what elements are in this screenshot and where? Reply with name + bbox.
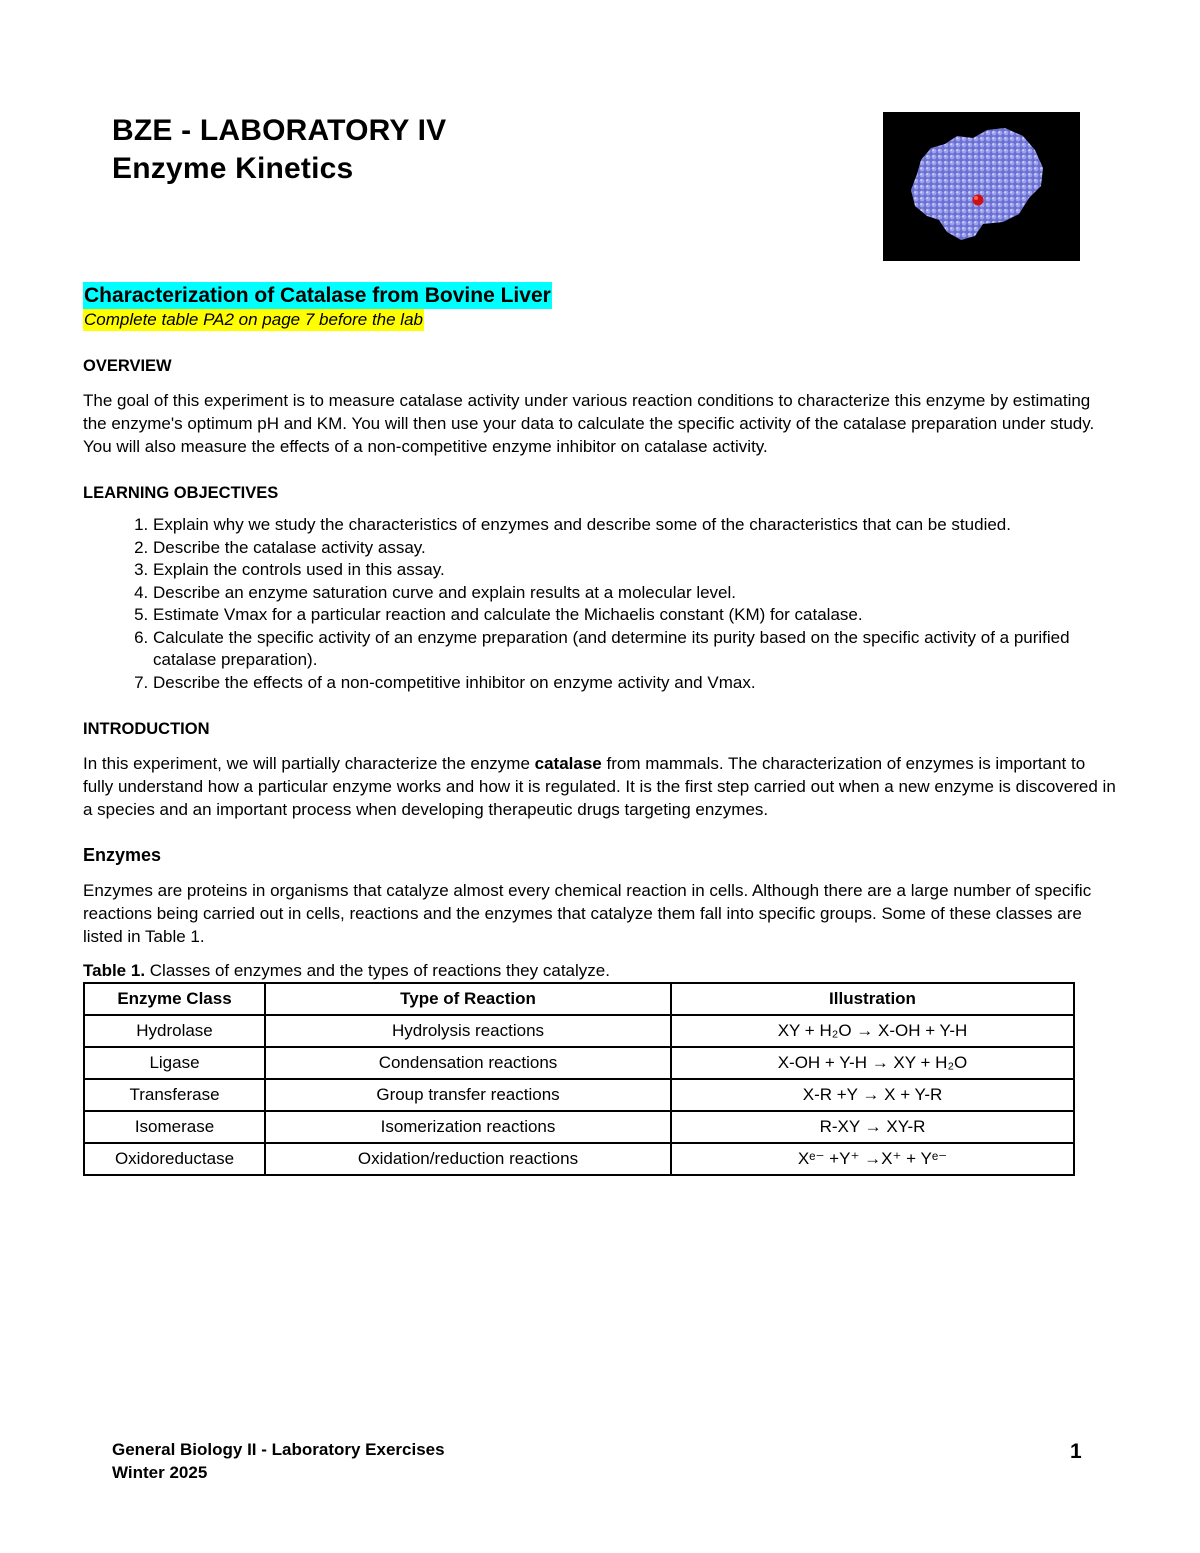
table-cell: Condensation reactions bbox=[265, 1047, 671, 1079]
introduction-heading: INTRODUCTION bbox=[83, 720, 210, 738]
overview-text: The goal of this experiment is to measure catalase activity under various reaction conditions to characterize this enzyme by estimating the enzyme's optimum pH and KM. You will then use your data to calculate the specific activity of the catalase preparation under study. You will also measure the effects of a non-competitive enzyme inhibitor on catalase activity. bbox=[83, 391, 1095, 456]
column-header: Illustration bbox=[671, 983, 1074, 1015]
intro-text-end: from mammals. The characterization of enzymes is important to fully understand how a particular enzyme works and how it is regulated. It is the first step carried out when a new enzyme is discovered in a species and an important process when developing therapeutic drugs targeting enzymes. bbox=[83, 754, 1116, 819]
footer-term: Winter 2025 bbox=[112, 1463, 208, 1482]
table-row bbox=[84, 1111, 1074, 1143]
table-caption-text: Classes of enzymes and the types of reactions they catalyze. bbox=[145, 961, 610, 980]
table-cell: XY + H₂O → X-OH + Y-H bbox=[671, 1015, 1074, 1047]
table-row bbox=[84, 1015, 1074, 1047]
table-cell: X-OH + Y-H → XY + H₂O bbox=[671, 1047, 1074, 1079]
table-cell: Oxidoreductase bbox=[84, 1143, 265, 1175]
enzyme-classes-table bbox=[83, 982, 1075, 1176]
objectives-list bbox=[83, 514, 1118, 694]
table-cell: Group transfer reactions bbox=[265, 1079, 671, 1111]
main-content bbox=[83, 282, 1118, 1176]
objective-item: 5. Estimate Vmax for a particular reaction and calculate the Michaelis constant (KM) for catalase. bbox=[153, 604, 1118, 627]
page-number: 1 bbox=[1070, 1440, 1082, 1463]
table-cell: Xᵉ⁻ +Y⁺ →X⁺ + Yᵉ⁻ bbox=[671, 1143, 1074, 1175]
table-header-row bbox=[84, 983, 1074, 1015]
catalase-molecule-icon bbox=[883, 112, 1080, 261]
intro-text-start: In this experiment, we will partially characterize the enzyme bbox=[83, 754, 535, 773]
column-header: Type of Reaction bbox=[265, 983, 671, 1015]
enzymes-heading: Enzymes bbox=[83, 845, 162, 865]
objective-item: 3. Explain the controls used in this assay. bbox=[153, 559, 1118, 582]
title-block bbox=[112, 112, 446, 188]
table-cell: Ligase bbox=[84, 1047, 265, 1079]
footer-course: General Biology II - Laboratory Exercises bbox=[112, 1440, 445, 1459]
table-cell: R-XY → XY-R bbox=[671, 1111, 1074, 1143]
introduction-text bbox=[83, 752, 1118, 821]
table-cell: Isomerase bbox=[84, 1111, 265, 1143]
table-row bbox=[84, 1143, 1074, 1175]
lab-subtitle: Enzyme Kinetics bbox=[112, 152, 354, 185]
table-cell: X-R +Y → X + Y-R bbox=[671, 1079, 1074, 1111]
page-footer bbox=[112, 1438, 445, 1484]
objective-item: 7. Describe the effects of a non-competitive inhibitor on enzyme activity and Vmax. bbox=[153, 672, 1118, 695]
objective-item: 2. Describe the catalase activity assay. bbox=[153, 537, 1118, 560]
enzymes-text: Enzymes are proteins in organisms that catalyze almost every chemical reaction in cells. Although there are a large number of specific reactions being carried out in cells, reactions and the enzymes that catalyze them fall into specific groups. Some of these classes are listed in Table 1. bbox=[83, 881, 1092, 946]
column-header: Enzyme Class bbox=[84, 983, 265, 1015]
objective-item: 4. Describe an enzyme saturation curve and explain results at a molecular level. bbox=[153, 582, 1118, 605]
overview-heading: OVERVIEW bbox=[83, 357, 172, 375]
table-row bbox=[84, 1079, 1074, 1111]
table-cell: Hydrolysis reactions bbox=[265, 1015, 671, 1047]
table-cell: Hydrolase bbox=[84, 1015, 265, 1047]
lab-title: BZE - LABORATORY IV bbox=[112, 114, 447, 147]
section-subtitle: Characterization of Catalase from Bovine Liver bbox=[84, 284, 551, 307]
table-label: Table 1. bbox=[83, 961, 146, 980]
table-cell: Oxidation/reduction reactions bbox=[265, 1143, 671, 1175]
objectives-heading: LEARNING OBJECTIVES bbox=[83, 484, 279, 502]
table-row bbox=[84, 1047, 1074, 1079]
intro-bold-word: catalase bbox=[534, 754, 602, 773]
objective-item: 6. Calculate the specific activity of an enzyme preparation (and determine its purity based on the specific activity of a purified catalase preparation). bbox=[153, 627, 1118, 672]
objective-item: 1. Explain why we study the characteristics of enzymes and describe some of the characteristics that can be studied. bbox=[153, 514, 1118, 537]
table-cell: Isomerization reactions bbox=[265, 1111, 671, 1143]
table-cell: Transferase bbox=[84, 1079, 265, 1111]
table-caption bbox=[83, 960, 1118, 982]
prelab-note: Complete table PA2 on page 7 before the lab bbox=[84, 310, 423, 329]
